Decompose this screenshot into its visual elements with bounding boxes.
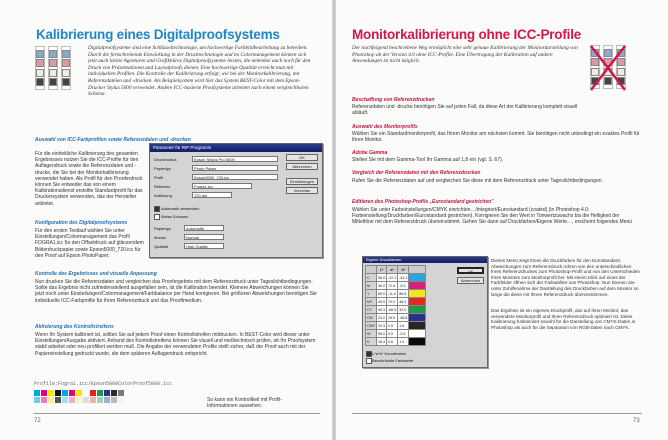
row-label: CM (366, 314, 377, 322)
row-label: MY (366, 298, 377, 306)
dialog-label: Modus (154, 235, 167, 240)
lab-a-value[interactable]: 72.8 (387, 282, 398, 290)
ink-row (366, 274, 426, 282)
right-section-text: Referenzdaten und -drucke benötigen Sie auf jeden Fall, da diese Art der Kalibrierung komplett visuell abläuft. (352, 104, 578, 117)
book-gutter (332, 0, 336, 440)
strip-swatch (48, 397, 54, 403)
strip-swatch (62, 397, 68, 403)
dialog-label: Auflösung (154, 193, 172, 198)
right-section-heading: Adobe Gamma (352, 150, 388, 156)
rip-parameter-dialog (149, 143, 323, 258)
strip-swatch (111, 390, 117, 396)
lab-a-value[interactable]: -22.1 (388, 275, 397, 280)
strip-swatch (55, 397, 61, 403)
right-section-heading: Vergleich der Referenzdaten mit den Referenzdrucken (352, 170, 481, 176)
lab-l-value[interactable]: 89.0 (378, 291, 385, 296)
left-intro-text: Digitalproofsysteme sind eine Schlüsseltechnologie, um hochwertige Farbbildbearbeitung zu betreiben. Durch die fortschreitende Entwicklung in der Drucktechnologie und im Colormanagement können sich jetzt auch kleine Agenturen und Grafikbüros Digitalproofsysteme leisten, die nebenbei auch noch für den Druck von Präsentationen und Layoutproofs dienen. Eine hochwertige Qualität erreicht man mit individuellen Profilen. Die Kontrolle der Kalibrierung erfolgt, wie bei der Monitorkalibrierung, mit Referenzdateien und -drucken. Als Beispielsystem wird hier das System BEST-Color mit dem Epson-Drucker Stylus 5000 verwendet. Andere ICC-basierte Proofsysteme arbeiten nach einem vergleichbaren Schema. (88, 45, 311, 98)
lab-l-value[interactable]: 23.0 (378, 315, 385, 320)
right-section-heading: Beschaffung von Referenzdrucken (352, 97, 435, 103)
ink-row (366, 298, 426, 306)
control-thumb (61, 46, 71, 90)
strip-swatch (97, 390, 103, 396)
ink-values-table (365, 265, 426, 346)
ink-color-swatch[interactable] (409, 306, 426, 314)
checkbox-label: Beschränkte Farbwerte (372, 358, 414, 363)
right-section-text: Wählen Sie unter Farbeinstellungen/CMYK einrichten…/integriert/Eurostandard (coated) (in Photoshop 4.0: Farbeinstellung/Druckfarben/Eurostandard gestrichen). Korrigieren Sie den Wert in Tonwertzuwachs bis die Helligkeit der Mitteltöne mit dem Referenzdruck übereinstimmt. Gehen Sie dann auf Druckfarben/Eigene Werte…, erscheint folgendes Menü (352, 207, 633, 226)
row-label: M (366, 282, 377, 290)
lab-a-value[interactable]: 25.0 (387, 314, 398, 322)
strip-swatch (83, 397, 89, 403)
dialog-label: Referenz (154, 184, 171, 189)
ok-button[interactable]: OK (286, 154, 318, 161)
strip-swatch (34, 397, 40, 403)
settings-button[interactable]: Einstellungen (286, 178, 318, 185)
ink-color-swatch[interactable] (409, 290, 426, 298)
ink-row (366, 282, 426, 290)
right-intro-text: Der nachfolgend beschriebene Weg ermöglicht eine sehr genaue Kalibrierung der Monitordarstellung von Photoshop ab der Version 4.0 ohne ICC-Profile. Eine Übertragung der Kalibration auf andere Anwendungen ist nicht möglich. (352, 45, 578, 65)
dialog-field[interactable]: Automatik (184, 225, 224, 231)
ink-row (366, 290, 426, 298)
lab-b-value[interactable]: 1.6 (398, 322, 409, 330)
strip-swatch (62, 390, 68, 396)
ink-row (366, 338, 426, 346)
ink-row (366, 314, 426, 322)
strip-swatch (97, 397, 103, 403)
white-black-checkbox[interactable] (154, 214, 160, 220)
dialog-field[interactable]: Epson Stylus Pro 5000 (192, 156, 278, 162)
lab-b-value[interactable]: 46.0 (398, 298, 409, 306)
strip-swatch (90, 390, 96, 396)
preview-button[interactable]: Vorschau (286, 187, 318, 194)
column-header (366, 266, 377, 274)
row-label: CMY (367, 323, 375, 328)
strip-swatch (76, 390, 82, 396)
left-section-heading: Kontrolle des Ergebnisses und visuelle Anpassung (35, 271, 157, 277)
thumbnail-strip (35, 46, 71, 90)
left-page-title: Kalibrierung eines Digitalproofsystems (36, 27, 280, 42)
ink-row (366, 330, 426, 338)
lab-a-value[interactable]: 0.5 (387, 330, 398, 338)
row-label: CY (366, 306, 377, 314)
strip-swatch (90, 397, 96, 403)
dialog-field[interactable]: Normal (184, 234, 224, 240)
lab-a-value[interactable]: 0.6 (387, 338, 398, 346)
right-section-text: Rufen Sie die Referenzdaten auf und vergleichen Sie diese mit dem Referenzdruck unter Tageslichtbedingungen. (352, 178, 603, 184)
dialog-field[interactable]: High Quality (184, 243, 224, 249)
ink-color-swatch[interactable] (409, 330, 426, 338)
control-thumb (48, 46, 58, 90)
row-label: C (366, 274, 377, 282)
ink-color-swatch[interactable] (409, 282, 426, 290)
strip-swatch (55, 390, 61, 396)
row-label: K (366, 338, 377, 346)
row-label: Y (366, 290, 377, 298)
left-section-heading: Aktivierung des Kontrollstreifens (35, 324, 114, 330)
lab-b-value[interactable]: 32.0 (398, 306, 409, 314)
strip-swatch (104, 397, 110, 403)
checkbox-label: Weiss Schwarz (161, 214, 189, 219)
lab-l-value[interactable]: 95.0 (378, 331, 385, 336)
strip-swatch (118, 390, 124, 396)
ink-row (366, 322, 426, 330)
lab-b-value[interactable]: -48.8 (399, 315, 408, 320)
right-section-heading: Editieren des Photoshop-Profils „Eurostandard gestrichen" (352, 199, 494, 205)
custom-inks-dialog (362, 256, 488, 368)
strip-swatch (34, 390, 40, 396)
checkbox-label: Automatik verwenden (161, 206, 200, 211)
lab-l-value[interactable]: 20.3 (378, 323, 385, 328)
dialog-field[interactable]: Epson5000_720.icc (192, 174, 278, 180)
column-header: L* (377, 266, 387, 274)
footer-rule (352, 413, 642, 414)
lab-a-value[interactable]: -11.0 (388, 291, 396, 296)
right-section-text: Wählen Sie ein Standardmonitorprofil, das Ihrem Monitor am nächsten kommt. Sie benötigen nicht unbedingt ein exaktes Profil für Ihren Monitor. (352, 131, 640, 144)
column-header (409, 266, 426, 274)
dialog-field[interactable]: Photo Paper (192, 165, 278, 171)
left-section-text: Für den ersten Testlauf wählen Sie unter Einstellungen/Colormanagement das Profil FOGRA1.icc für den Offsetdruck auf glänzendem Bilderdruckpapier sowie Epson5000_720.icc für den Proof auf Epson PhotoPaper. (35, 228, 144, 259)
left-section-text: Wenn Ihr System kalibriert ist, sollten Sie auf jedem Proof einen Kontrollstreifen mitdrucken. In BEST-Color wird dieser unter Einstellungen/Ausgabe aktiviert. Anhand des Kontrollstreifens können Sie visuell und meßtechnisch prüfen, ob Ihr Proofsystem stabil arbeitet oder neu profiliert werden muß. Die Angabe der verwendeten Profile stellt sicher, daß der Proof auch mit der Papiereinstellung gedruckt wurde, die dem späteren Auflagendruck entspricht. (35, 332, 316, 357)
right-page-title: Monitorkalibrierung ohne ICC-Profile (352, 27, 582, 42)
left-section-text: Nun drucken Sie die Referenzdaten und vergleichen das Proofergebnis mit dem Referenzdruck unter Tageslichtbedingungen. Sollte das Ergebnis nicht zufriedenstellend ausgefallen sein, ist die Kalibration beendet. Kleinere Abweichungen können Sie jetzt noch unter Einstellungen/Colormanagement/Farbbalance per Hand korrigieren. Bei größeren Abweichungen benötigen Sie individuelle ICC-Farbprofile für Ihren Referenzdruck und das Prooftmedium. (35, 279, 317, 304)
left-section-heading: Auswahl von ICC-Farbprofilen sowie Referenzdaten und -drucken (35, 137, 191, 143)
left-section-text: Für die einheitliche Kalibrierung des gesamten Ergebnisses nutzen Sie die ICC-Profile für den Auflagendruck sowie die Referenzdaten und -drucke, die Sie bei der Monitorkalibrierung verwendet haben. Als Profil für den Prooferdruck können Sie entweder das von einem Kalibrationsdienst erstellte Standardprofil für das Druckersystem verwenden, das der Hersteller anbietet. (35, 151, 143, 207)
lab-b-value[interactable]: 86.8 (398, 290, 409, 298)
ok-button[interactable]: OK (457, 267, 484, 274)
lab-l-value[interactable]: 46.0 (378, 283, 385, 288)
lab-l-value[interactable]: 58.0 (378, 275, 385, 280)
automatic-checkbox[interactable] (154, 206, 160, 212)
dialog-label: Papiertyp (154, 226, 171, 231)
lab-b-value[interactable]: -41.3 (399, 275, 408, 280)
footer-rule (34, 413, 320, 414)
lab-l-value[interactable]: 18.4 (378, 339, 385, 344)
control-strip-caption: So kann ein Kontrollkeil mit Profil-Informationen aussehen. (207, 397, 282, 410)
strip-swatch (41, 390, 47, 396)
lab-b-value[interactable]: 1.5 (398, 338, 409, 346)
ink-color-swatch[interactable] (409, 322, 426, 330)
strip-swatch (69, 390, 75, 396)
strip-swatch (69, 397, 75, 403)
checkbox-label: L*a*b* Koordinaten (372, 351, 407, 356)
ink-color-swatch[interactable] (409, 274, 426, 282)
strip-swatch (83, 390, 89, 396)
lab-a-value[interactable]: -66.5 (388, 307, 397, 312)
dialog-label: Qualität (154, 244, 168, 249)
dialog-title: Eigene Druckfarben (363, 257, 487, 263)
strip-swatch (118, 397, 124, 403)
dialog-field[interactable]: Fogra1.icc (192, 183, 252, 189)
column-header: b* (398, 266, 409, 274)
right-menu-description: Das Ergebnis ist ein eigenes Druckprofil, das auf Ihren Monitor, das verwendete Monitorprofil und Ihren Referenzdruck optimiert ist. Diese Kalibrierung funktioniert sowohl für die Darstellung von CMYK-Daten in Photoshop als auch für die Separation von RGB-Daten nach CMYK. (491, 308, 636, 330)
row-label: W (366, 330, 377, 338)
cancel-button[interactable]: Abbrechen (457, 277, 484, 284)
page-number: 72 (34, 418, 41, 424)
control-strip-label: Profile:Fogra1.icc/Epson5000ColorProof5000.icc (34, 381, 173, 387)
right-section-heading: Auswahl des Monitorprofils (352, 124, 418, 130)
dialog-label: Profil (154, 175, 164, 180)
control-thumb (35, 46, 45, 90)
ink-color-swatch[interactable] (409, 298, 426, 306)
control-strip (34, 390, 124, 403)
lab-b-value[interactable]: -2.5 (398, 330, 409, 338)
left-section-heading: Konfiguration des Digitalproofsystems (35, 220, 128, 226)
right-menu-description: Dieses Menü zeigt Ihnen die Druckfarben für den Eurostandard. Abweichungen zum Referenzdruck rühren von den unterschiedlichen Ihres Referenzdruckes zum Photoshop-Profil und von den Unterschieden Ihres Monitors zum Monitorprofil her. Mit einem Klick auf eines der Farbfelder öffnen sich der Farbwähler von Photoshop. Nun können Sie unter Zuhilfenahme der Darstellung des Druckfarben auf dem Monitor so lange die diese mit Ihrem Referenzdruck übereinstimmen. (491, 258, 640, 297)
lab-l-value[interactable]: 45.5 (378, 299, 385, 304)
dialog-title: Parameter für RIP Programm (150, 144, 322, 152)
column-header: a* (387, 266, 398, 274)
lab-b-value[interactable]: -9.0 (398, 282, 409, 290)
lab-a-value[interactable]: 0.5 (387, 322, 398, 330)
strip-swatch (41, 397, 47, 403)
strip-swatch (76, 397, 82, 403)
strip-swatch (48, 390, 54, 396)
ink-row (366, 306, 426, 314)
strip-swatch (111, 397, 117, 403)
dialog-label: Papiertyp (154, 166, 171, 171)
ink-color-swatch[interactable] (409, 338, 426, 346)
cancel-button[interactable]: Abbrechen (286, 163, 318, 170)
page-number: 73 (633, 418, 640, 424)
strip-swatch (104, 390, 110, 396)
ink-color-swatch[interactable] (409, 314, 426, 322)
lab-l-value[interactable]: 49.3 (378, 307, 385, 312)
dialog-label: Druckmodus (154, 157, 177, 162)
right-section-text: Stellen Sie mit dem Gamma-Tool Ihr Gamma auf 1,8 ein (vgl. S. 67). (352, 157, 504, 163)
dialog-field[interactable]: 720 dpi (192, 192, 232, 198)
lab-a-value[interactable]: 70.0 (387, 298, 398, 306)
crossed-out-icon (590, 45, 626, 91)
